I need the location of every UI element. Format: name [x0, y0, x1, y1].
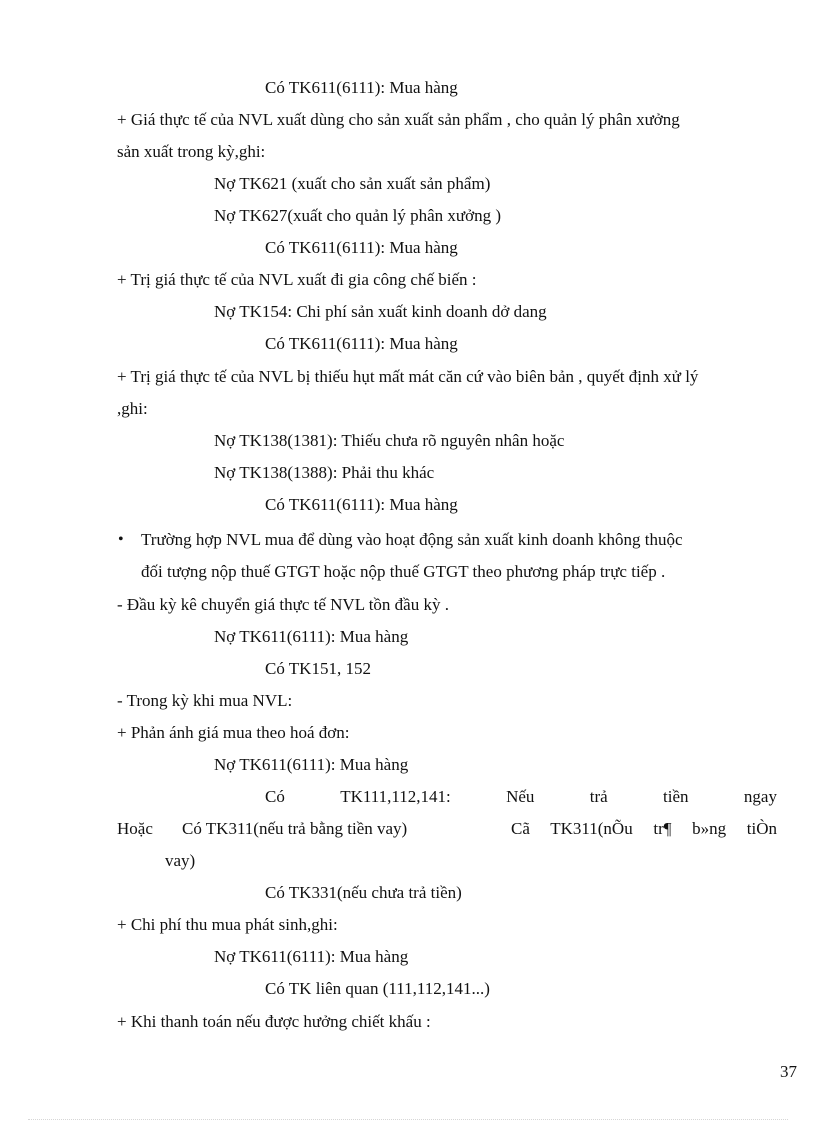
text-line: Nợ TK154: Chi phí sản xuất kinh doanh dở dang [214, 302, 547, 321]
text-line: Nợ TK611(6111): Mua hàng [214, 755, 409, 774]
text-line: Nợ TK138(1388): Phải thu khác [214, 463, 435, 482]
bullet-icon: • [118, 531, 124, 548]
text-line: - Trong kỳ khi mua NVL: [117, 691, 293, 710]
justified-row [265, 786, 777, 808]
word: tiền [663, 787, 689, 806]
word: trả [589, 787, 608, 806]
text-line: ,ghi: [117, 399, 148, 418]
word: Có [265, 787, 285, 806]
text-line: Có TK151, 152 [265, 659, 371, 678]
text-line: Nợ TK627(xuất cho quản lý phân xưởng ) [214, 206, 502, 225]
text-line: vay) [165, 851, 196, 870]
text-line: Hoặc [117, 819, 153, 838]
text-line: Nợ TK611(6111): Mua hàng [214, 947, 409, 966]
text-line: sản xuất trong kỳ,ghi: [117, 142, 266, 161]
text-line: + Trị giá thực tế của NVL bị thiếu hụt mất mát căn cứ vào biên bản , quyết định xử lý [117, 367, 699, 386]
garbled-text-line: Cã TK311(nÕu tr¶ b»ng tiÒn [511, 819, 777, 838]
text-line: Nợ TK611(6111): Mua hàng [214, 627, 409, 646]
text-line: + Khi thanh toán nếu được hưởng chiết khấu : [117, 1012, 431, 1031]
text-line: Có TK liên quan (111,112,141...) [265, 979, 490, 998]
text-line: Có TK611(6111): Mua hàng [265, 78, 458, 97]
footer-divider [28, 1119, 788, 1120]
text-line: Có TK611(6111): Mua hàng [265, 334, 458, 353]
text-line: Có TK311(nếu trả bằng tiền vay) [182, 819, 408, 838]
text-line: + Trị giá thực tế của NVL xuất đi gia công chế biến : [117, 270, 477, 289]
text-line: đối tượng nộp thuế GTGT hoặc nộp thuế GTGT theo phương pháp trực tiếp . [141, 562, 666, 581]
text-line: Nợ TK621 (xuất cho sản xuất sản phẩm) [214, 174, 491, 193]
text-line: + Giá thực tế của NVL xuất dùng cho sản xuất sản phẩm , cho quản lý phân xưởng [117, 110, 680, 129]
word: Nếu [506, 787, 535, 806]
word: TK111,112,141: [340, 787, 451, 806]
text-line: Nợ TK138(1381): Thiếu chưa rõ nguyên nhân hoặc [214, 431, 565, 450]
text-line: - Đầu kỳ kê chuyển giá thực tế NVL tồn đầu kỳ . [117, 595, 449, 614]
text-line: Có TK331(nếu chưa trả tiền) [265, 883, 462, 902]
text-line: + Chi phí thu mua phát sinh,ghi: [117, 915, 338, 934]
text-line: Trường hợp NVL mua để dùng vào hoạt động sản xuất kinh doanh không thuộc [141, 530, 683, 549]
text-line: + Phản ánh giá mua theo hoá đơn: [117, 723, 350, 742]
page-number: 37 [780, 1062, 797, 1081]
text-line: Có TK611(6111): Mua hàng [265, 238, 458, 257]
text-line: Có TK611(6111): Mua hàng [265, 495, 458, 514]
word: ngay [743, 787, 777, 806]
